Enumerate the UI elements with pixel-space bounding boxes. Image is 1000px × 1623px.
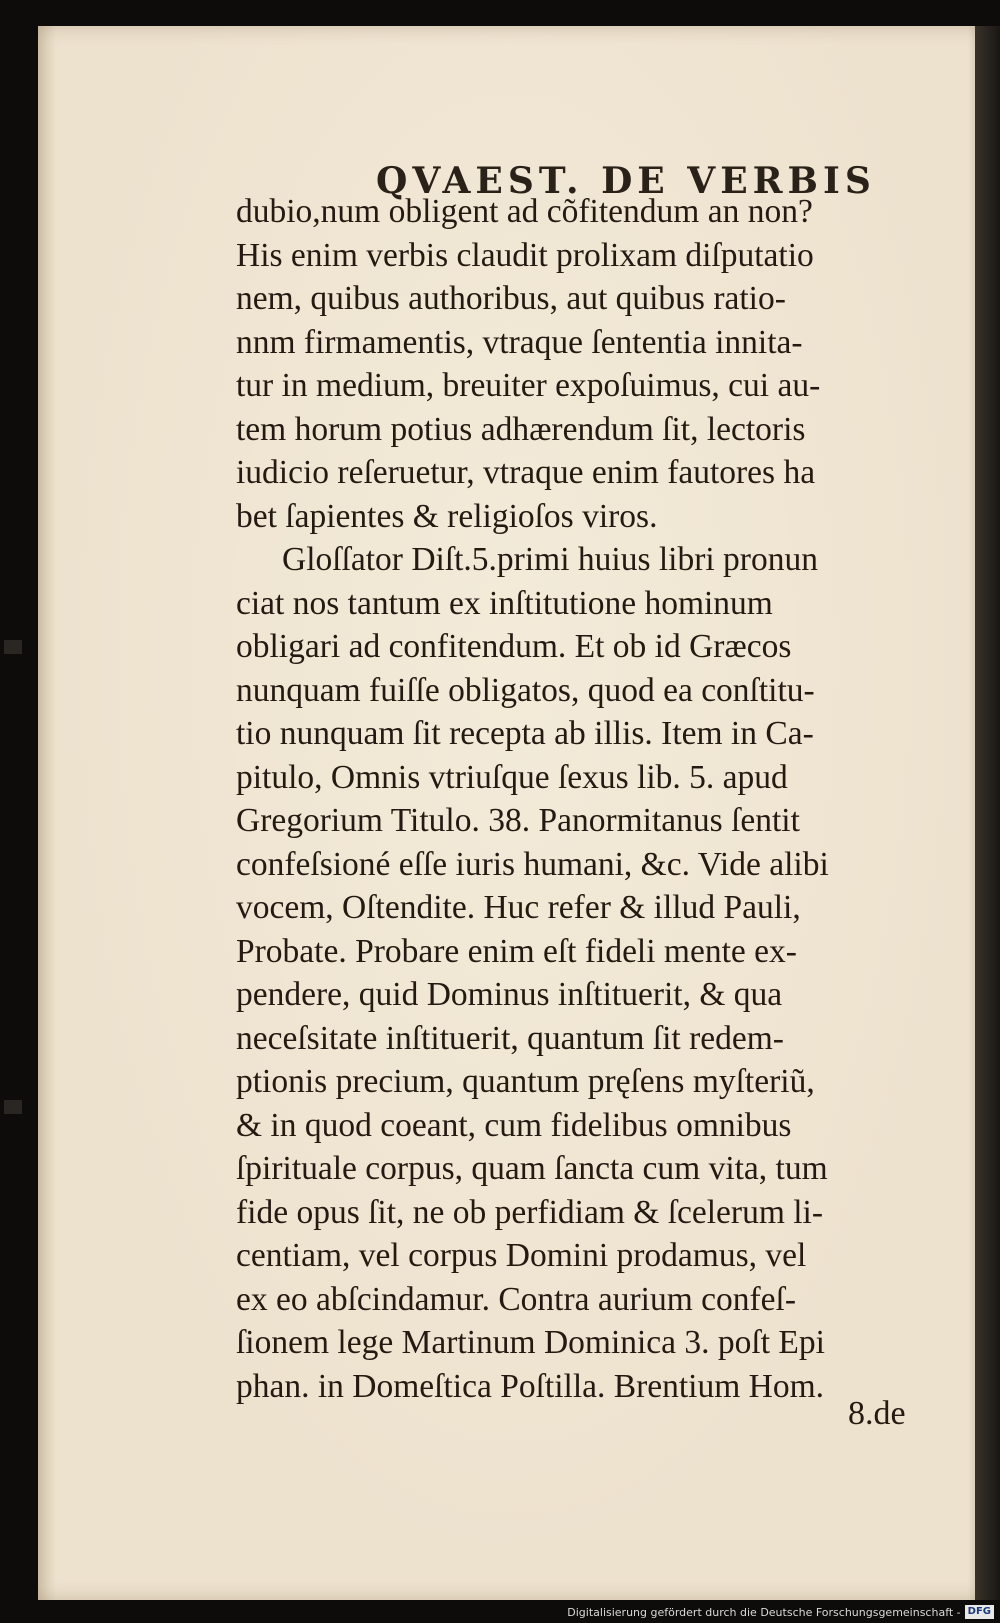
text-line: obligari ad confitendum. Et ob id Græcos bbox=[236, 628, 792, 665]
text-line: centiam, vel corpus Domini prodamus, vel bbox=[236, 1237, 807, 1274]
body-text bbox=[236, 190, 936, 1408]
text-line: nnm firmamentis, vtraque ſententia innita- bbox=[236, 323, 803, 361]
text-line: ex eo abſcindamur. Contra aurium confeſ- bbox=[236, 1280, 796, 1318]
text-line: vocem, Oſtendite. Huc refer & illud Pauli, bbox=[236, 889, 801, 926]
text-line: nem, quibus authoribus, aut quibus ratio- bbox=[236, 280, 786, 317]
text-line: tur in medium, breuiter expoſuimus, cui au- bbox=[236, 367, 821, 404]
running-header: QVAEST. DE VERBIS bbox=[376, 160, 876, 202]
text-line: & in quod coeant, cum fidelibus omnibus bbox=[236, 1106, 792, 1144]
text-line: dubio,num obligent ad cõfitendum an non? bbox=[236, 193, 813, 230]
text-line: ciat nos tantum ex inſtitutione hominum bbox=[236, 584, 773, 622]
text-line: phan. in Domeſtica Poſtilla. Brentium Hom. bbox=[236, 1367, 825, 1405]
text-line: fide opus ſit, ne ob perfidiam & ſcelerum li- bbox=[236, 1193, 824, 1231]
text-line: ſpirituale corpus, quam ſancta cum vita, tum bbox=[236, 1150, 828, 1187]
text-line: ptionis precium, quantum pręſens myſteriũ, bbox=[236, 1063, 815, 1100]
text-line: His enim verbis claudit prolixam diſputatio bbox=[236, 236, 814, 274]
text-line: Gregorium Titulo. 38. Panormitanus ſentit bbox=[236, 802, 800, 839]
text-line: neceſsitate inſtituerit, quantum ſit redem- bbox=[236, 1019, 784, 1057]
text-line: tem horum potius adhærendum ſit, lectoris bbox=[236, 410, 806, 448]
text-line: iudicio reſeruetur, vtraque enim fautores ha bbox=[236, 454, 816, 491]
text-line: nunquam fuiſſe obligatos, quod ea conſtitu- bbox=[236, 671, 815, 709]
text-line: pitulo, Omnis vtriuſque ſexus lib. 5. apud bbox=[236, 758, 788, 796]
book-gutter bbox=[975, 26, 1000, 1600]
edge-mark bbox=[4, 1100, 22, 1114]
footer-credit-text: Digitalisierung gefördert durch die Deutsche Forschungsgemeinschaft - bbox=[567, 1605, 961, 1619]
text-line: bet ſapientes & religioſos viros. bbox=[236, 497, 658, 535]
text-line: confeſsioné eſſe iuris humani, &c. Vide alibi bbox=[236, 845, 829, 883]
text-line: ſionem lege Martinum Dominica 3. poſt Epi bbox=[236, 1324, 825, 1361]
edge-mark bbox=[4, 640, 22, 654]
dfg-logo: DFG bbox=[965, 1605, 994, 1619]
digitization-footer bbox=[567, 1604, 994, 1620]
paragraph-start-line: Gloſſator Diſt.5.primi huius libri pronun bbox=[282, 541, 818, 578]
text-line: Probate. Probare enim eſt fideli mente ex- bbox=[236, 932, 797, 970]
text-line: tio nunquam ſit recepta ab illis. Item in Ca- bbox=[236, 715, 814, 752]
text-line: pendere, quid Dominus inſtituerit, & qua bbox=[236, 976, 783, 1013]
catchword: 8.de bbox=[848, 1395, 906, 1432]
